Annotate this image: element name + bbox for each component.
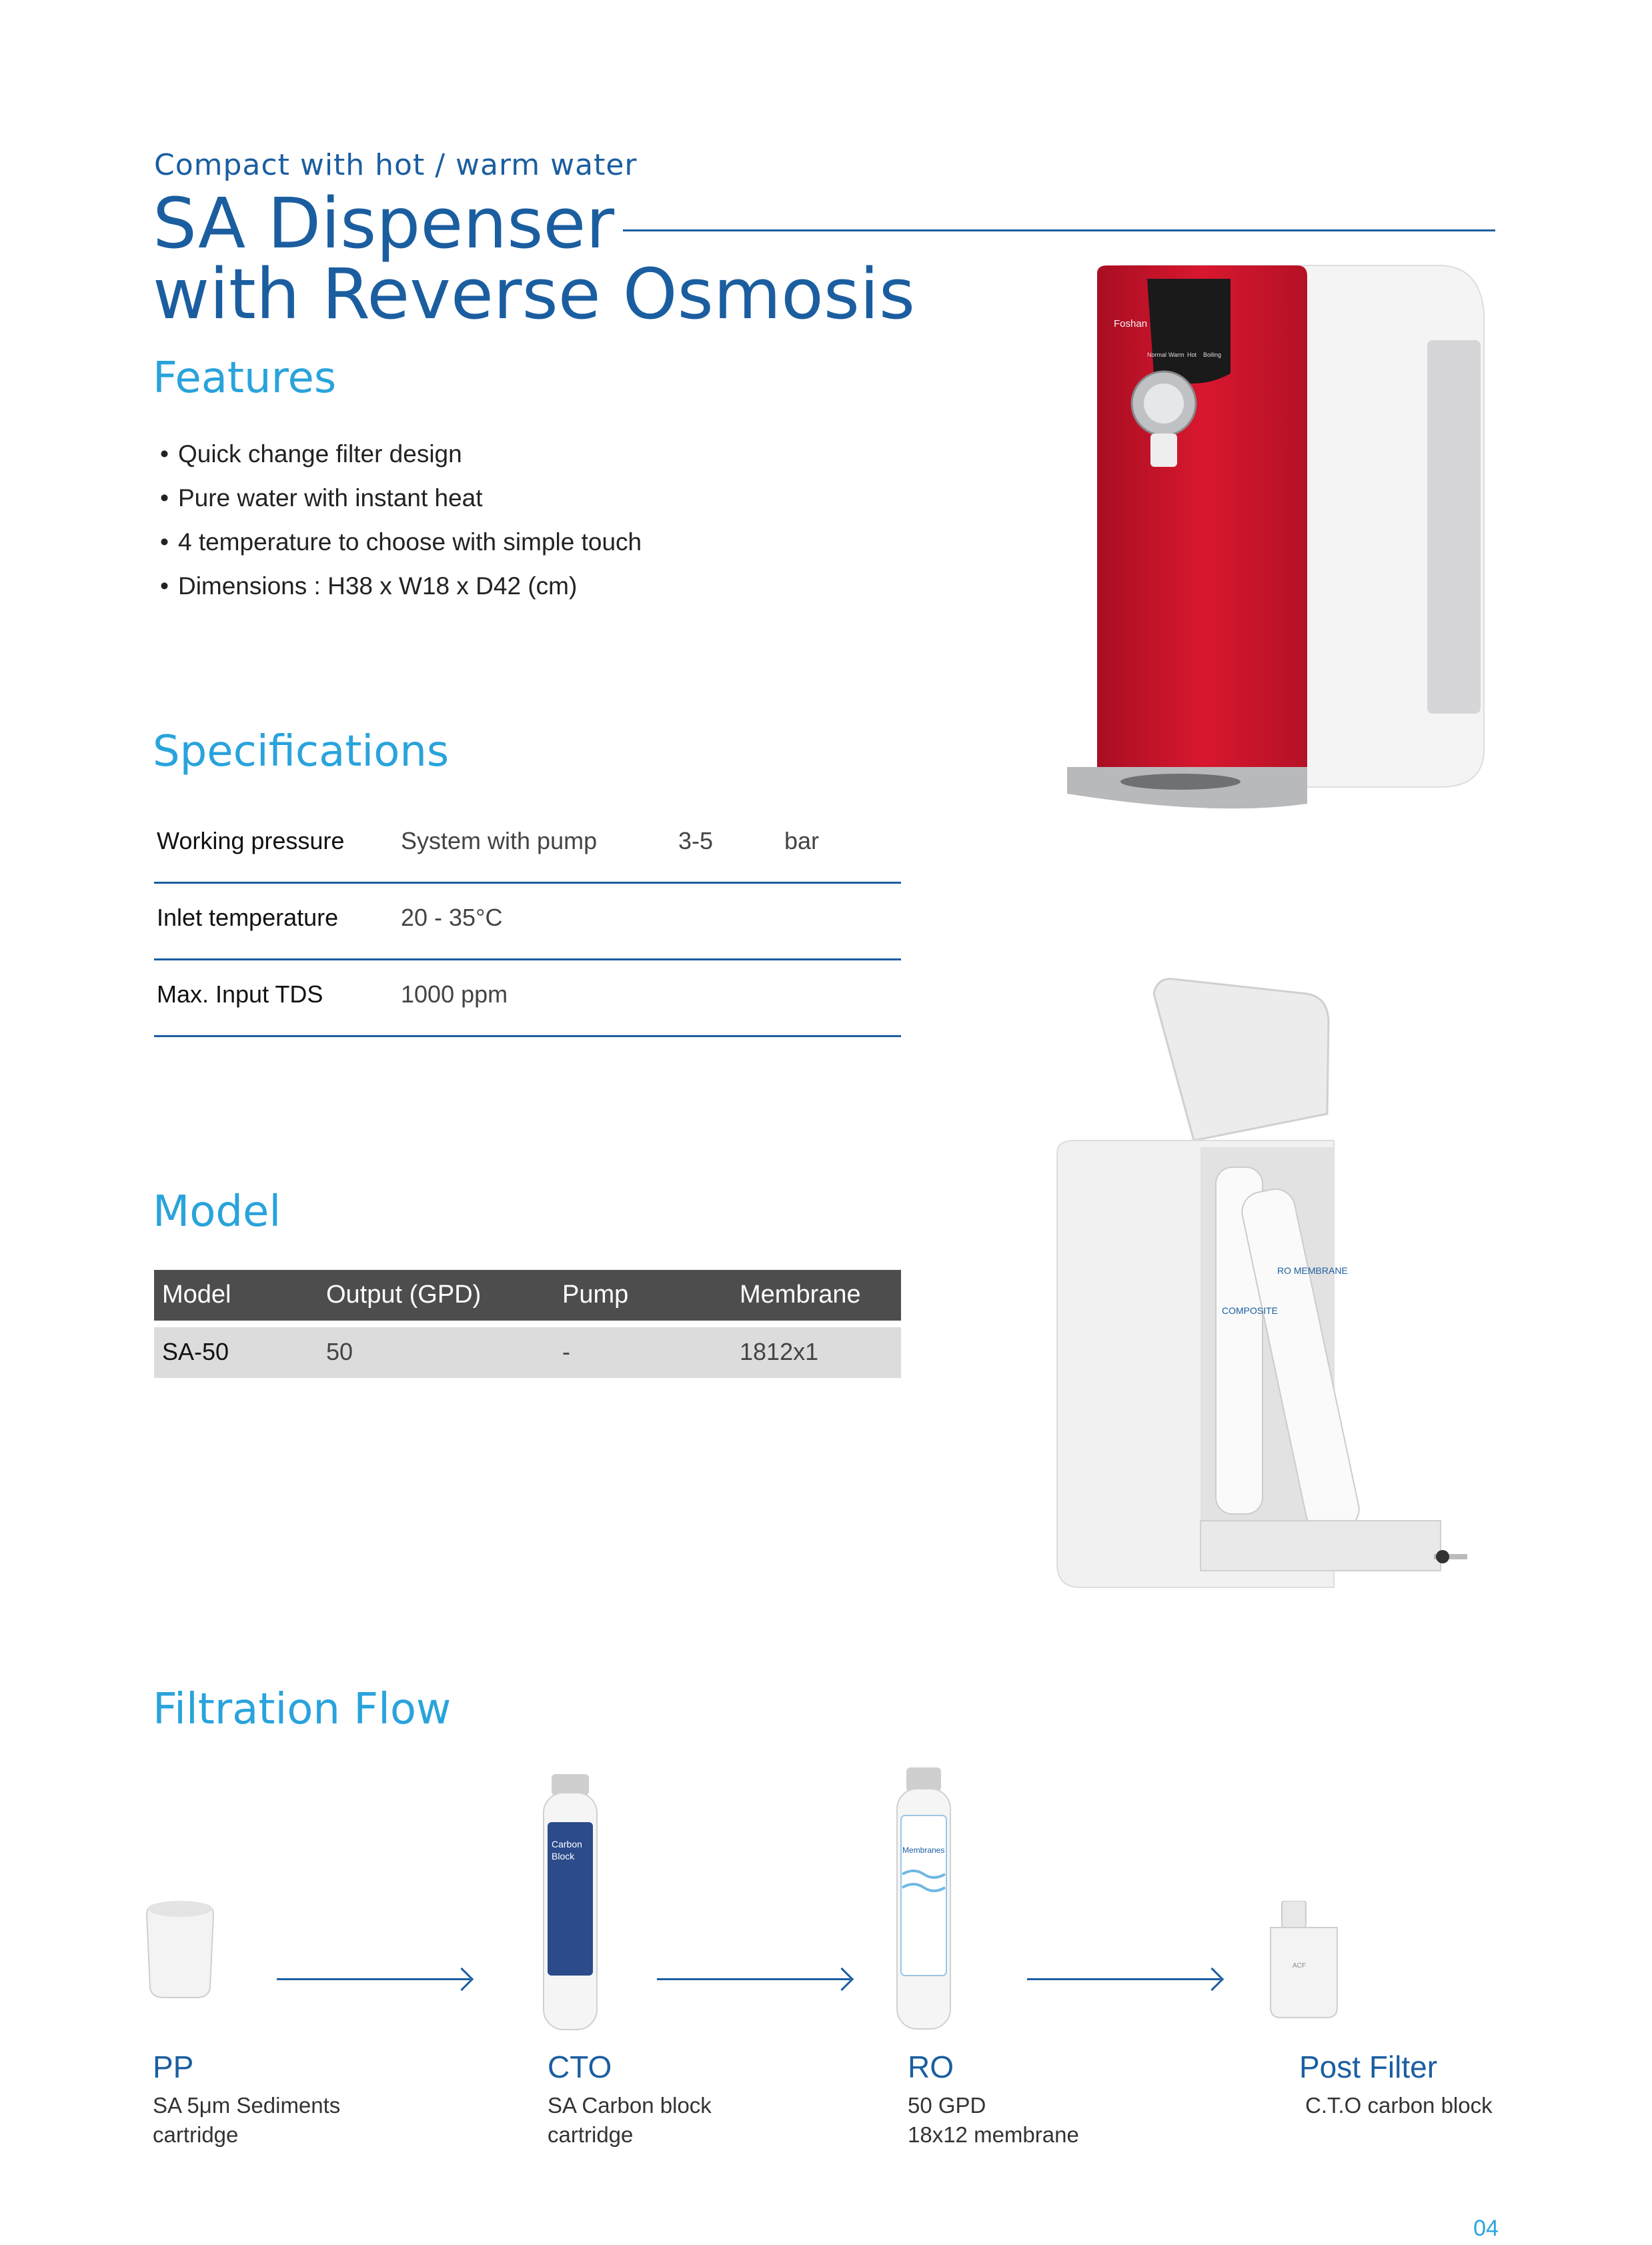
- subtitle: Compact with hot / warm water: [154, 148, 638, 182]
- features-heading: Features: [153, 353, 337, 403]
- specifications-table: [154, 807, 901, 1037]
- dispenser-open-image: [1040, 967, 1481, 1607]
- table-cell: 1812x1: [740, 1338, 819, 1365]
- spec-value: 20 - 35°C: [401, 904, 503, 931]
- spec-label: Inlet temperature: [157, 904, 339, 931]
- panel-label: Warm: [1168, 351, 1184, 358]
- stage-name: PP: [153, 2050, 194, 2084]
- stage-desc-line: 18x12 membrane: [908, 2122, 1079, 2147]
- spec-row: [154, 807, 901, 884]
- table-row: [154, 1327, 901, 1378]
- feature-item: • Quick change filter design: [160, 432, 642, 476]
- ro-membrane-label: RO MEMBRANE: [1277, 1265, 1348, 1276]
- column-header: Model: [162, 1281, 231, 1309]
- cartridge-label: ACF: [1293, 1962, 1306, 1970]
- title-line-1: SA Dispenser: [153, 183, 615, 264]
- feature-item: • Pure water with instant heat: [160, 476, 642, 520]
- filtration-heading: Filtration Flow: [153, 1685, 452, 1734]
- stage-description: [153, 2091, 340, 2150]
- table-cell: -: [562, 1338, 570, 1365]
- stage-name: Post Filter: [1299, 2050, 1438, 2084]
- features-list: [160, 432, 642, 608]
- stage-description: [908, 2091, 1079, 2150]
- panel-label: Boiling: [1203, 351, 1222, 358]
- model-table-header: [154, 1270, 901, 1321]
- stage-description: [548, 2091, 712, 2150]
- stage-desc-line: cartridge: [548, 2122, 634, 2147]
- page-title: [153, 183, 916, 335]
- stage-name: CTO: [548, 2050, 612, 2084]
- model-table: [154, 1270, 901, 1378]
- feature-item: • Dimensions : H38 x W18 x D42 (cm): [160, 564, 642, 608]
- panel-label: Hot: [1187, 351, 1197, 358]
- flow-arrow: [1027, 1978, 1220, 1980]
- spec-row: [154, 884, 901, 960]
- stage-desc-line: 50 GPD: [908, 2093, 986, 2118]
- cartridge-label: Membranes: [902, 1845, 945, 1855]
- title-line-2: with Reverse Osmosis: [153, 253, 916, 335]
- dispenser-image: [1040, 260, 1487, 827]
- flow-arrow: [657, 1978, 850, 1980]
- cartridge-label: Carbon: [552, 1839, 582, 1849]
- ro-cartridge-image: [890, 1767, 957, 2034]
- stage-desc-line: SA Carbon block: [548, 2093, 712, 2118]
- model-heading: Model: [153, 1187, 281, 1237]
- spec-value: 1000 ppm: [401, 980, 508, 1008]
- page-number: 04: [1473, 2216, 1499, 2241]
- composite-label: COMPOSITE: [1222, 1305, 1279, 1316]
- pp-cartridge-image: [137, 1894, 223, 2001]
- spec-label: Max. Input TDS: [157, 980, 323, 1008]
- table-cell: SA-50: [162, 1338, 229, 1365]
- cto-cartridge-image: [537, 1774, 604, 2034]
- column-header: Pump: [562, 1281, 629, 1309]
- panel-label: Normal: [1147, 351, 1167, 358]
- spec-label: Working pressure: [157, 827, 345, 854]
- stage-description: [1305, 2091, 1493, 2120]
- stage-desc-line: C.T.O carbon block: [1305, 2093, 1493, 2118]
- flow-arrow: [277, 1978, 470, 1980]
- table-cell: 50: [326, 1338, 353, 1365]
- cartridge-label: Block: [552, 1851, 575, 1861]
- spec-value: System with pump: [401, 827, 598, 854]
- column-header: Output (GPD): [326, 1281, 482, 1309]
- specifications-heading: Specifications: [153, 727, 450, 776]
- feature-item: • 4 temperature to choose with simple touch: [160, 520, 642, 564]
- stage-name: RO: [908, 2050, 954, 2084]
- post-filter-image: [1267, 1901, 1341, 2021]
- stage-desc-line: cartridge: [153, 2122, 239, 2147]
- brand-label: Foshan: [1114, 318, 1148, 329]
- title-divider: [623, 229, 1495, 231]
- spec-extra: 3-5: [678, 827, 714, 854]
- spec-unit: bar: [784, 827, 820, 854]
- stage-desc-line: SA 5μm Sediments: [153, 2093, 341, 2118]
- column-header: Membrane: [740, 1281, 861, 1309]
- spec-row: [154, 960, 901, 1037]
